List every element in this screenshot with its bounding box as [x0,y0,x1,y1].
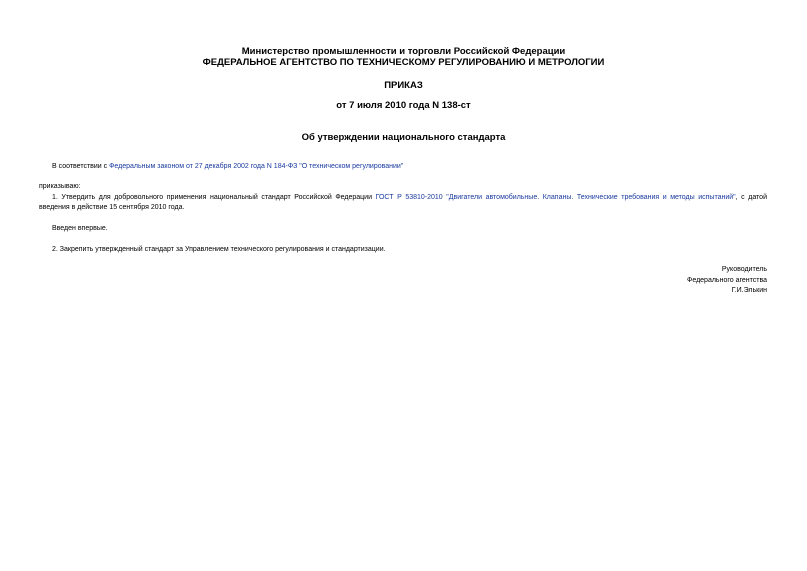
signature-position-line-2: Федерального агентства [687,277,767,284]
item-2-paragraph: 2. Закрепить утвержденный стандарт за Управлением технического регулирования и стандартизации. [52,246,386,253]
item-1-continuation: введения в действие 15 сентября 2010 года. [39,204,185,211]
document-type: ПРИКАЗ [384,80,423,91]
intro-prefix: В соответствии с [52,163,110,170]
item-1-prefix: 1. Утвердить для добровольного применения национальный стандарт Российской Федерации [52,194,376,201]
document-date-number: от 7 июля 2010 года N 138-ст [336,100,471,111]
agency-title: ФЕДЕРАЛЬНОЕ АГЕНТСТВО ПО ТЕХНИЧЕСКОМУ РЕГУЛИРОВАНИЮ И МЕТРОЛОГИИ [202,57,605,68]
gost-standard-link[interactable]: ГОСТ Р 53810-2010 "Двигатели автомобильные. Клапаны. Технические требования и методы испытаний" [375,194,736,201]
federal-law-link[interactable]: Федеральным законом от 27 декабря 2002 года N 184-ФЗ "О техническом регулировании" [109,163,404,170]
signature-position-line-1: Руководитель [721,266,767,273]
document-subject: Об утверждении национального стандарта [301,132,506,143]
ministry-title: Министерство промышленности и торговли Российской Федерации [241,46,566,57]
item-1-paragraph [52,193,767,203]
item-1-suffix: , с датой [735,194,767,201]
first-time-note: Введен впервые. [52,225,108,232]
intro-paragraph [52,162,403,172]
signature-name: Г.И.Элькин [731,287,767,294]
order-word: приказываю: [39,183,81,190]
